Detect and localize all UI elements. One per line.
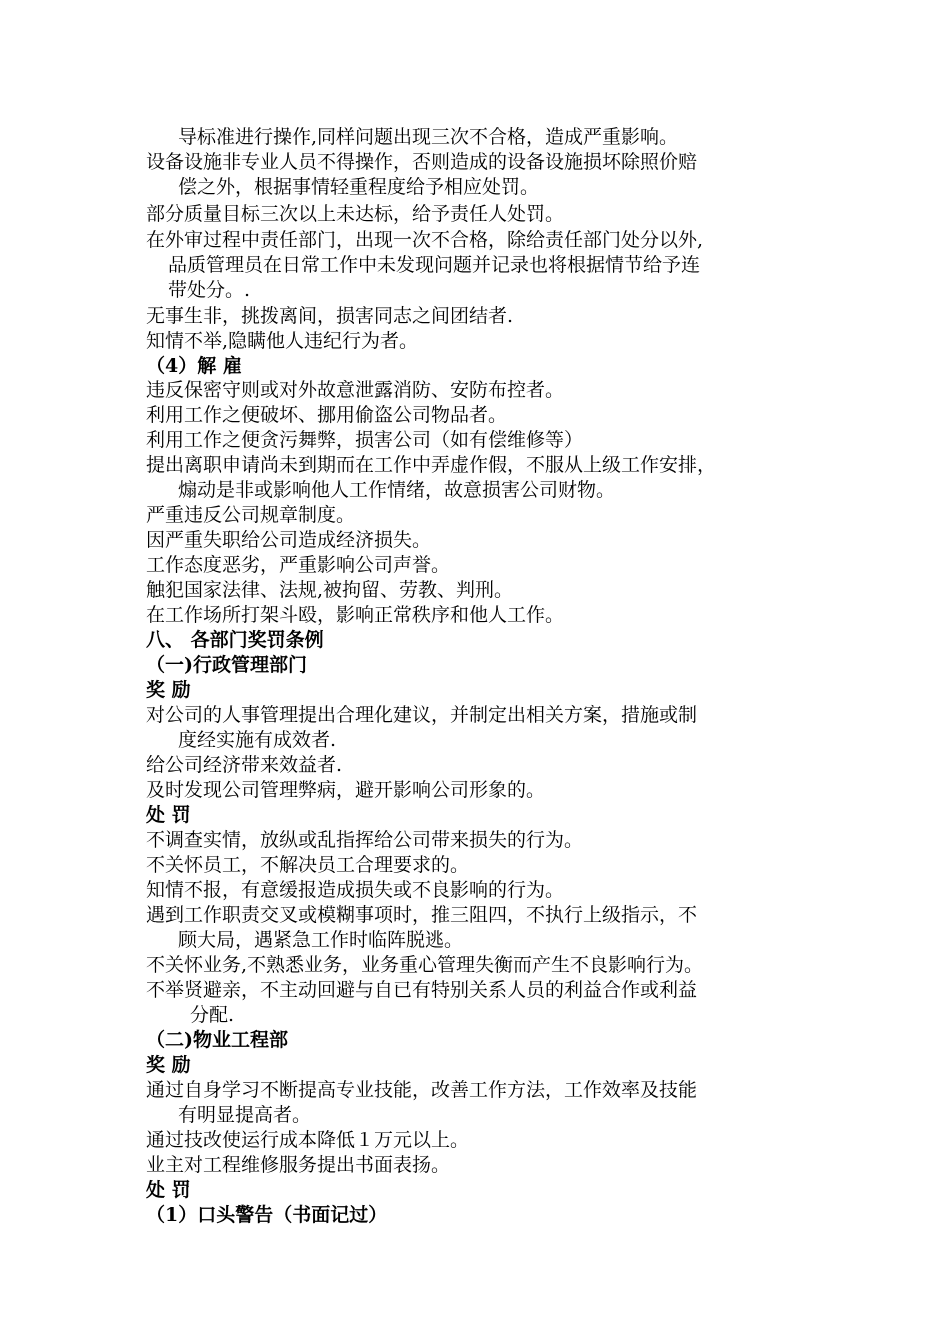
text-line: 顾大局，遇紧急工作时临阵脱逃。 <box>178 929 464 951</box>
text-line: 在工作场所打架斗殴，影响正常秩序和他人工作。 <box>146 604 565 626</box>
section-heading: （1）口头警告（书面记过） <box>146 1204 388 1226</box>
section-heading: （4）解 雇 <box>146 355 242 377</box>
text-line: 利用工作之便破坏、挪用偷盗公司物品者。 <box>146 404 508 426</box>
text-line: 设备设施非专业人员不得操作，否则造成的设备设施损坏除照价赔 <box>146 151 698 173</box>
text-line: 无事生非，挑拨离间，损害同志之间团结者. <box>146 305 514 327</box>
text-line: 度经实施有成效者. <box>178 729 337 751</box>
section-heading: （一)行政管理部门 <box>146 654 307 676</box>
section-heading: （二)物业工程部 <box>146 1029 288 1051</box>
text-line: 有明显提高者。 <box>178 1104 312 1126</box>
text-line: 提出离职申请尚未到期而在工作中弄虚作假，不服从上级工作安排， <box>146 454 717 476</box>
text-line: 品质管理员在日常工作中未发现问题并记录也将根据情节给予连 <box>168 254 701 276</box>
text-line: 煽动是非或影响他人工作情绪，故意损害公司财物。 <box>178 479 616 501</box>
text-line: 严重违反公司规章制度。 <box>146 504 356 526</box>
text-line: 分配. <box>190 1004 235 1026</box>
text-line: 业主对工程维修服务提出书面表扬。 <box>146 1154 451 1176</box>
text-line: 因严重失职给公司造成经济损失。 <box>146 529 432 551</box>
text-line: 通过技改使运行成本降低１万元以上。 <box>146 1129 470 1151</box>
section-heading: 八、 各部门奖罚条例 <box>146 629 324 651</box>
text-line: 遇到工作职责交叉或模糊事项时，推三阻四，不执行上级指示，不 <box>146 904 698 926</box>
text-line: 触犯国家法律、法规,被拘留、劳教、判刑。 <box>146 579 514 601</box>
section-heading: 处 罚 <box>146 1179 191 1201</box>
text-line: 不关怀员工，不解决员工合理要求的。 <box>146 854 470 876</box>
section-heading: 奖 励 <box>146 1054 191 1076</box>
section-heading: 处 罚 <box>146 804 191 826</box>
section-heading: 奖 励 <box>146 679 191 701</box>
text-line: 知情不报，有意缓报造成损失或不良影响的行为。 <box>146 879 565 901</box>
text-line: 知情不举,隐瞒他人违纪行为者。 <box>146 330 419 352</box>
text-line: 不举贤避亲，不主动回避与自已有特别关系人员的利益合作或利益 <box>146 979 698 1001</box>
text-line: 对公司的人事管理提出合理化建议，并制定出相关方案，措施或制 <box>146 704 698 726</box>
text-line: 违反保密守则或对外故意泄露消防、安防布控者。 <box>146 379 565 401</box>
text-line: 及时发现公司管理弊病，避开影响公司形象的。 <box>146 779 546 801</box>
text-line: 通过自身学习不断提高专业技能，改善工作方法，工作效率及技能 <box>146 1079 698 1101</box>
text-line: 导标准进行操作,同样问题出现三次不合格，造成严重影响。 <box>178 126 679 148</box>
text-line: 利用工作之便贪污舞弊，损害公司（如有偿维修等） <box>146 429 584 451</box>
text-line: 不调查实情，放纵或乱指挥给公司带来损失的行为。 <box>146 829 584 851</box>
text-line: 偿之外，根据事情轻重程度给予相应处罚。 <box>178 176 540 198</box>
text-line: 给公司经济带来效益者. <box>146 754 343 776</box>
text-line: 带处分。. <box>168 279 251 301</box>
text-line: 部分质量目标三次以上未达标，给予责任人处罚。 <box>146 203 565 225</box>
text-line: 在外审过程中责任部门，出现一次不合格，除给责任部门处分以外, <box>146 229 704 251</box>
text-line: 工作态度恶劣，严重影响公司声誉。 <box>146 554 451 576</box>
text-line: 不关怀业务,不熟悉业务，业务重心管理失衡而产生不良影响行为。 <box>146 954 704 976</box>
